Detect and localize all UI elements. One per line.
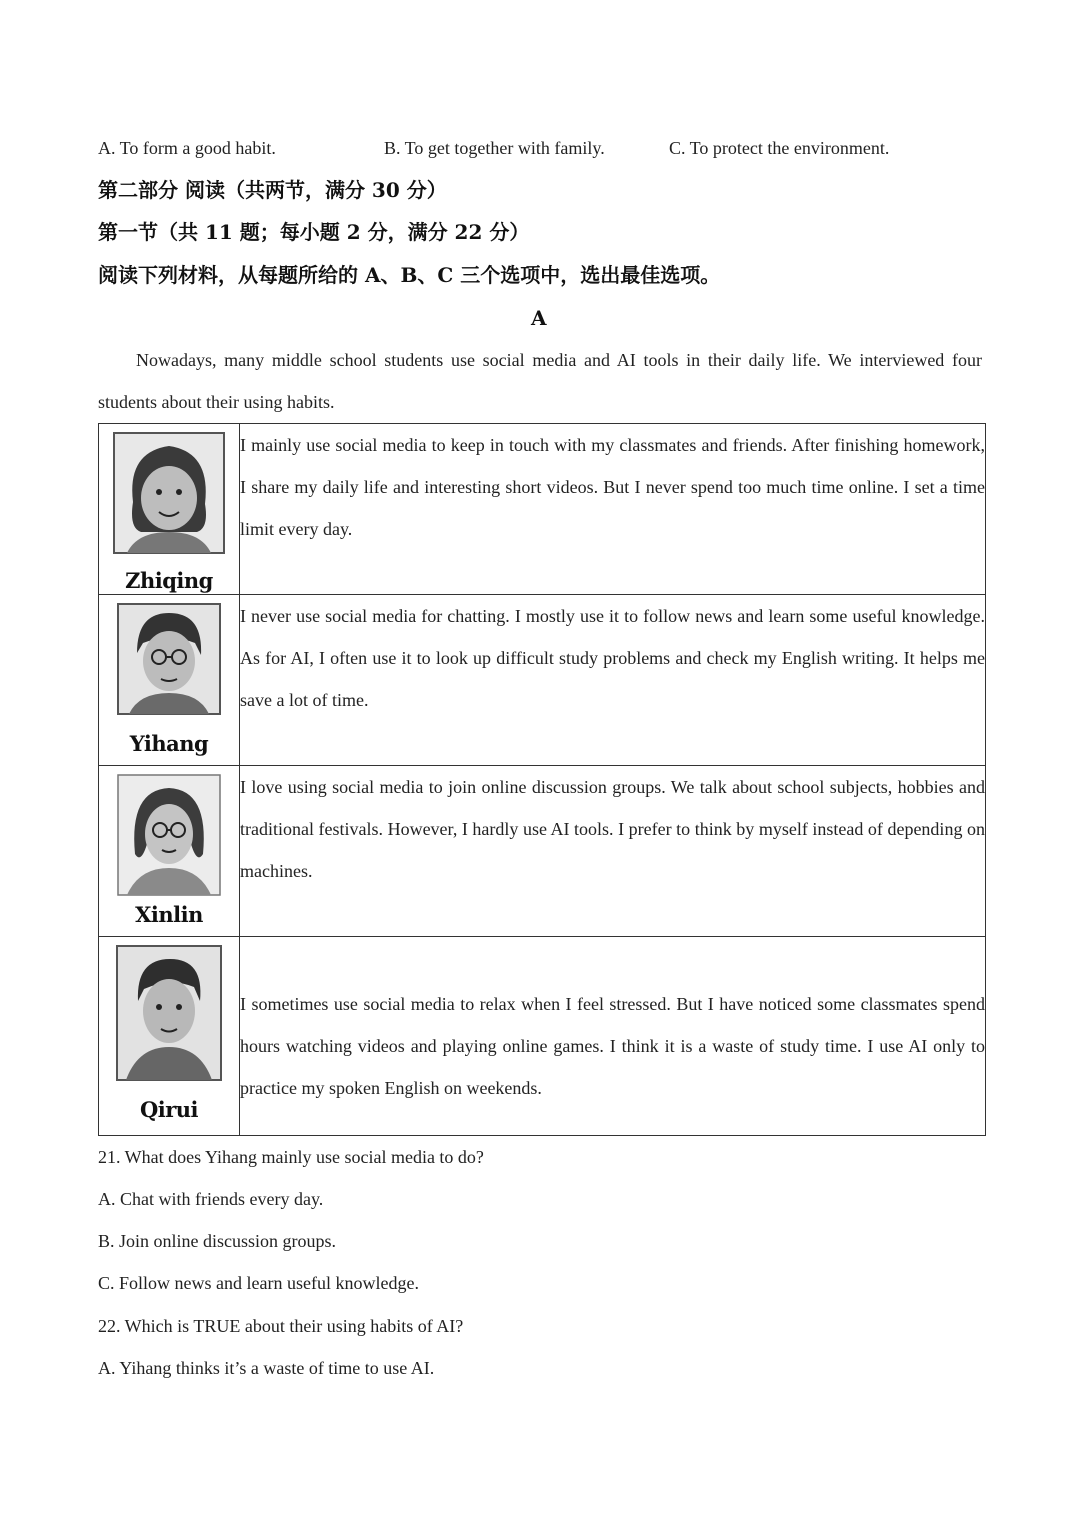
- portrait-girl-glasses-icon: [117, 774, 221, 896]
- table-row: [99, 595, 986, 766]
- table-row: [99, 424, 986, 595]
- question-option: B. Join online discussion groups.: [98, 1231, 337, 1251]
- option-b-prev: B. To get together with family.: [384, 138, 605, 158]
- portrait-girl-icon: [113, 432, 225, 554]
- table-row: [99, 937, 986, 1136]
- portrait-boy-icon: [116, 945, 222, 1081]
- photo-cell: [99, 424, 240, 595]
- question-option: C. Follow news and learn useful knowledge.: [98, 1273, 419, 1293]
- question-option: A. Chat with friends every day.: [98, 1189, 324, 1209]
- photo-cell: [99, 595, 240, 766]
- student-statement: I sometimes use social media to relax when I feel stressed. But I have noticed some classmates spend hours watching videos and playing online games. I think it is a waste of study time. I use AI only to practice my spoken English on weekends.: [240, 937, 986, 1136]
- question-stem: 22. Which is TRUE about their using habits of AI?: [98, 1316, 464, 1336]
- option-c-prev: C. To protect the environment.: [669, 138, 890, 158]
- student-name: Yihang: [129, 731, 209, 756]
- question-option: A. Yihang thinks it’s a waste of time to use AI.: [98, 1358, 435, 1378]
- student-name: Xinlin: [135, 902, 203, 927]
- photo-cell: [99, 766, 240, 937]
- table-row: [99, 766, 986, 937]
- question-stem: 21. What does Yihang mainly use social media to do?: [98, 1147, 484, 1167]
- student-statement: I mainly use social media to keep in touch with my classmates and friends. After finishing homework, I share my daily life and interesting short videos. But I never spend too much time online. I set a time limit every day.: [240, 424, 986, 595]
- instruction: 阅读下列材料，从每题所给的 A、B、C 三个选项中，选出最佳选项。: [98, 263, 721, 287]
- subsection-title: 第一节（共 11 题；每小题 2 分，满分 22 分）: [98, 220, 530, 244]
- part-title: 第二部分 阅读（共两节，满分 30 分）: [98, 178, 447, 202]
- student-name: Qirui: [139, 1097, 199, 1122]
- portrait-boy-glasses-icon: [117, 603, 221, 715]
- photo-cell: [99, 937, 240, 1136]
- student-statement: I never use social media for chatting. I mostly use it to follow news and learn some useful knowledge. As for AI, I often use it to look up difficult study problems and check my English writing. It helps me save a lot of time.: [240, 595, 986, 766]
- option-a-prev: A. To form a good habit.: [98, 138, 276, 158]
- passage-label: A: [531, 306, 547, 330]
- student-name: Zhiqing: [125, 568, 213, 593]
- passage-intro: Nowadays, many middle school students use social media and AI tools in their daily life. We interviewed four students about their using habits.: [98, 350, 982, 412]
- student-table: [98, 423, 986, 1136]
- student-statement: I love using social media to join online discussion groups. We talk about school subjects, hobbies and traditional festivals. However, I hardly use AI tools. I prefer to think by myself instead of depending on machines.: [240, 766, 986, 937]
